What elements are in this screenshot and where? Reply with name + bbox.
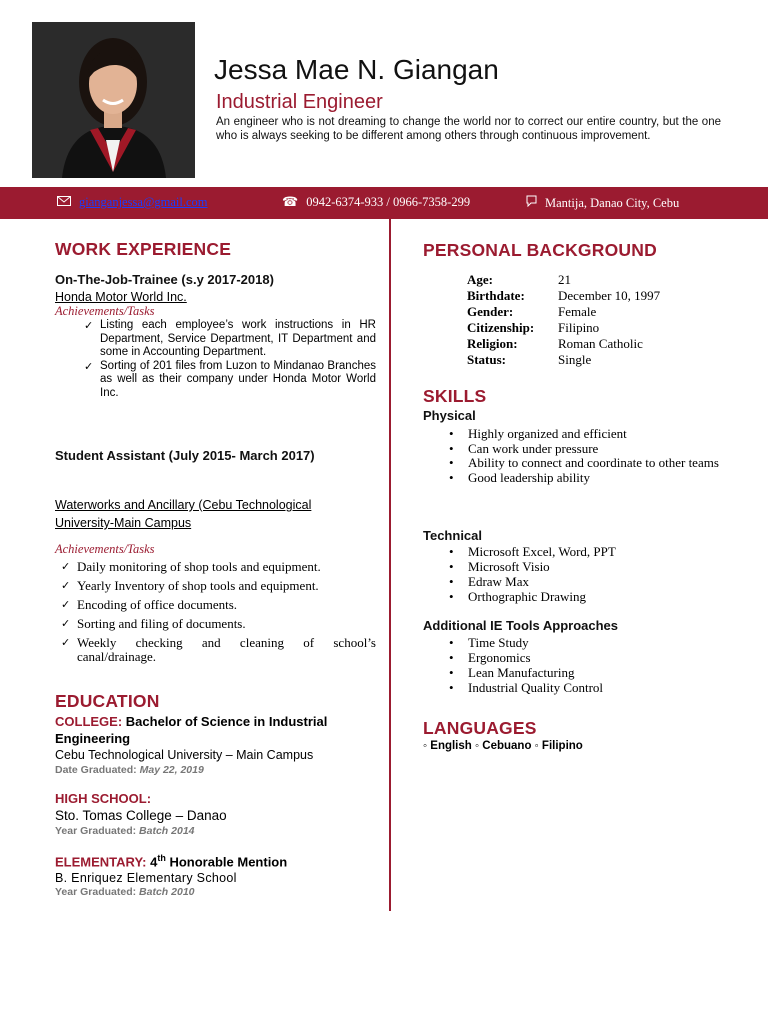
job-1-title: On-The-Job-Trainee (s.y 2017-2018) (55, 272, 274, 287)
column-divider (389, 219, 391, 911)
physical-label: Physical (423, 408, 476, 423)
candidate-name: Jessa Mae N. Giangan (214, 54, 499, 85)
list-item: • Microsoft Excel, Word, PPT (423, 544, 733, 559)
list-item: • Time Study (423, 635, 733, 650)
technical-skills-list (423, 544, 733, 604)
phone-text: 0942-6374-933 / 0966-7358-299 (306, 195, 471, 209)
elementary-school: B. Enriquez Elementary School (55, 871, 237, 885)
highschool-date-label: Year Graduated: (55, 825, 137, 837)
detail-row: Age: 21 (467, 272, 571, 287)
address-text: Mantija, Danao City, Cebu (545, 195, 680, 210)
list-item: ✓ Weekly checking and cleaning of school’s canal/drainage. (55, 636, 376, 664)
college-date-label: Date Graduated: (55, 764, 137, 776)
elementary-honor-sup: th (157, 853, 166, 863)
detail-row: Birthdate: December 10, 1997 (467, 288, 661, 303)
list-item: ✓ Listing each employee’s work instructions in HR Department, Service Department, IT Department and some in Accounting Department. (78, 319, 376, 360)
list-item: • Good leadership ability (423, 470, 733, 485)
list-item: • Lean Manufacturing (423, 665, 733, 680)
email-link[interactable]: gianganjessa@gmail.com (79, 195, 208, 209)
list-item: • Orthographic Drawing (423, 589, 733, 604)
list-item: ✓ Yearly Inventory of shop tools and equipment. (55, 576, 376, 595)
personal-background-heading: PERSONAL BACKGROUND (423, 240, 657, 260)
detail-row: Religion: Roman Catholic (467, 336, 643, 351)
job-title: Industrial Engineer (216, 91, 383, 113)
job-2-tasks (55, 557, 376, 664)
college-entry (55, 713, 380, 747)
list-item: ✓ Sorting of 201 files from Luzon to Mindanao Branches as well as their company under Honda Motor World Inc. (78, 360, 376, 401)
elementary-date-value: Batch 2010 (139, 886, 195, 898)
languages-list: ◦ English ◦ Cebuano ◦ Filipino (423, 740, 583, 752)
college-date-value: May 22, 2019 (139, 764, 204, 776)
list-item: ✓ Daily monitoring of shop tools and equipment. (55, 557, 376, 576)
job-1-tasks-label: Achievements/Tasks (55, 304, 155, 318)
languages-heading: LANGUAGES (423, 718, 537, 738)
elementary-date (55, 886, 195, 898)
job-1-company: Honda Motor World Inc. (55, 290, 187, 304)
highschool-school: Sto. Tomas College – Danao (55, 808, 227, 823)
highschool-date (55, 825, 195, 837)
physical-skills-list (423, 426, 733, 485)
college-degree: Bachelor of Science in Industrial Engineering (55, 714, 328, 746)
location-icon (526, 195, 537, 211)
list-item: ✓ Encoding of office documents. (55, 595, 376, 614)
college-school: Cebu Technological University – Main Campus (55, 748, 314, 762)
highschool-label: HIGH SCHOOL: (55, 791, 152, 806)
list-item: • Industrial Quality Control (423, 680, 733, 695)
skills-heading: SKILLS (423, 386, 487, 406)
list-item: • Ability to connect and coordinate to other teams (423, 456, 733, 470)
college-date (55, 764, 204, 776)
detail-row: Gender: Female (467, 304, 597, 319)
contact-email (57, 195, 208, 210)
list-item: • Ergonomics (423, 650, 733, 665)
job-2-title: Student Assistant (July 2015- March 2017) (55, 448, 315, 463)
work-experience-heading: WORK EXPERIENCE (55, 239, 232, 259)
job-1-tasks (78, 319, 376, 400)
education-heading: EDUCATION (55, 691, 160, 711)
ie-tools-label: Additional IE Tools Approaches (423, 618, 619, 633)
list-item: • Can work under pressure (423, 441, 733, 456)
list-item: • Edraw Max (423, 574, 733, 589)
contact-phone (282, 195, 470, 210)
highschool-date-value: Batch 2014 (139, 825, 195, 837)
list-item: • Highly organized and efficient (423, 426, 733, 441)
job-2-company: Waterworks and Ancillary (Cebu Technological University-Main Campus (55, 498, 312, 530)
summary: An engineer who is not dreaming to change the world nor to correct our entire country, but the one who is always seeking to be different among others through continuous improvement. (216, 116, 721, 142)
elementary-date-label: Year Graduated: (55, 886, 137, 898)
envelope-icon (57, 195, 71, 210)
contact-address (526, 195, 679, 211)
telephone-icon: ☎ (282, 195, 299, 210)
personal-details (467, 272, 660, 368)
college-label: COLLEGE: (55, 714, 123, 729)
detail-row: Citizenship: Filipino (467, 320, 600, 335)
list-item: • Microsoft Visio (423, 559, 733, 574)
job-2-tasks-label: Achievements/Tasks (55, 542, 155, 556)
elementary-honor-num: 4 (150, 854, 158, 870)
profile-photo (32, 22, 195, 178)
detail-row: Status: Single (467, 352, 592, 367)
contact-bar (0, 187, 768, 219)
elementary-honor: Honorable Mention (169, 854, 288, 870)
list-item: ✓ Sorting and filing of documents. (55, 614, 376, 633)
elementary-entry (55, 853, 287, 869)
ie-tools-list (423, 635, 733, 695)
elementary-label: ELEMENTARY: (55, 854, 147, 870)
technical-label: Technical (423, 528, 483, 543)
